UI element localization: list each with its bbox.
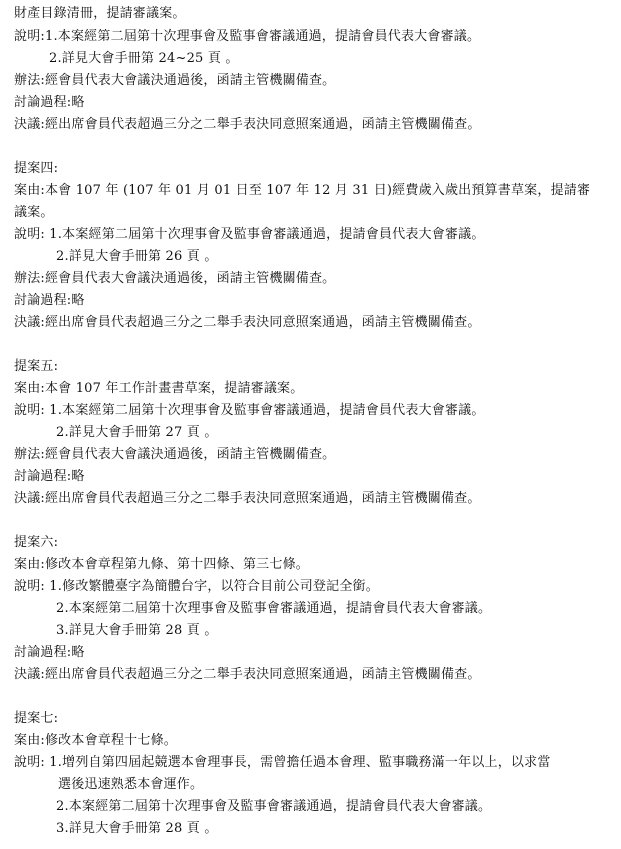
intro-desc-1: 說明:1.本案經第二屆第十次理事會及監事會審議通過，提請會員代表大會審議。 — [14, 29, 481, 44]
p4-desc-1: 說明: 1.本案經第二屆第十次理事會及監事會審議通過，提請會員代表大會審議。 — [14, 227, 485, 242]
p4-method: 辦法:經會員代表大會議決通過後，函請主管機關備查。 — [14, 271, 336, 286]
p7-desc-2: 2.本案經第二屆第十次理事會及監事會審議通過，提請會員代表大會審議。 — [56, 799, 492, 814]
p6-desc-1: 說明: 1.修改繁體臺字為簡體台字，以符合目前公司登記全銜。 — [14, 579, 379, 594]
p6-heading: 提案六: — [14, 535, 59, 550]
p5-desc-2: 2.詳見大會手冊第 27 頁 。 — [56, 425, 218, 440]
p5-case-1: 案由:本會 107 年工作計畫書草案，提請審議案。 — [14, 381, 304, 396]
p6-case-1: 案由:修改本會章程第九條、第十四條、第三七條。 — [14, 557, 309, 572]
p6-desc-2: 2.本案經第二屆第十次理事會及監事會審議通過，提請會員代表大會審議。 — [56, 601, 492, 616]
p5-desc-1: 說明: 1.本案經第二屆第十次理事會及監事會審議通過，提請會員代表大會審議。 — [14, 403, 485, 418]
p7-desc-1: 說明: 1.增列自第四屆起競選本會理事長，需曾擔任過本會理、監事職務滿一年以上，以求當 — [14, 755, 551, 770]
p7-case-1: 案由:修改本會章程十七條。 — [14, 733, 177, 748]
p7-heading: 提案七: — [14, 711, 59, 726]
p7-desc-3: 3.詳見大會手冊第 28 頁 。 — [56, 821, 218, 836]
p4-heading: 提案四: — [14, 161, 59, 176]
p4-case-2: 議案。 — [14, 205, 54, 220]
p5-discussion: 討論過程:略 — [14, 469, 85, 484]
p7-desc-1-wrap: 選後迅速熟悉本會運作。 — [58, 777, 204, 792]
p4-desc-2: 2.詳見大會手冊第 26 頁 。 — [56, 249, 218, 264]
p6-desc-3: 3.詳見大會手冊第 28 頁 。 — [56, 623, 218, 638]
p5-method: 辦法:經會員代表大會議決通過後，函請主管機關備查。 — [14, 447, 336, 462]
p4-discussion: 討論過程:略 — [14, 293, 85, 308]
intro-discussion: 討論過程:略 — [14, 95, 85, 110]
p4-resolution: 決議:經出席會員代表超過三分之二舉手表決同意照案通過，函請主管機關備查。 — [14, 315, 481, 330]
p6-resolution: 決議:經出席會員代表超過三分之二舉手表決同意照案通過，函請主管機關備查。 — [14, 667, 481, 682]
intro-resolution: 決議:經出席會員代表超過三分之二舉手表決同意照案通過，函請主管機關備查。 — [14, 117, 481, 132]
p5-resolution: 決議:經出席會員代表超過三分之二舉手表決同意照案通過，函請主管機關備查。 — [14, 491, 481, 506]
p4-case-1: 案由:本會 107 年 (107 年 01 月 01 日至 107 年 12 月 31 日)經費歲入歲出預算書草案，提請審 — [14, 183, 591, 198]
p6-discussion: 討論過程:略 — [14, 645, 85, 660]
p5-heading: 提案五: — [14, 359, 59, 374]
intro-title: 財產目錄清冊，提請審議案。 — [14, 6, 186, 21]
intro-desc-2: 2.詳見大會手冊第 24~25 頁 。 — [49, 51, 239, 66]
intro-method: 辦法:經會員代表大會議決通過後，函請主管機關備查。 — [14, 73, 336, 88]
